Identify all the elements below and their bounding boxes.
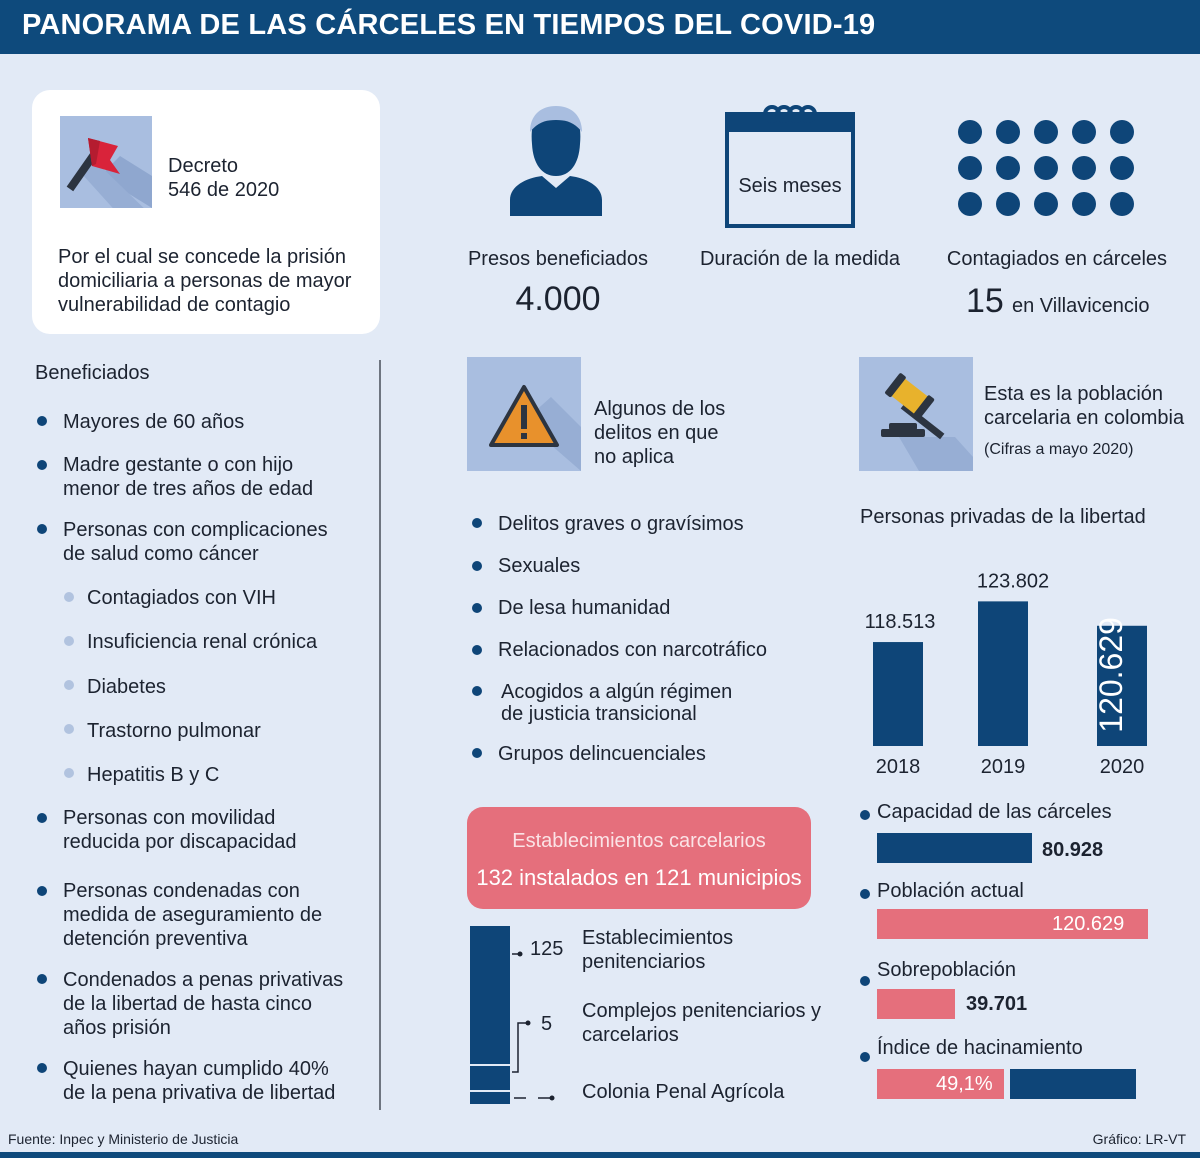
credit-note: Gráfico: LR-VT [1092,1131,1186,1147]
establecimientos-label-0: Establecimientos penitenciarios [582,927,734,973]
capacidad-label-3: Índice de hacinamiento [877,1037,1083,1059]
delitos-heading: Algunos de los delitos en que no aplica [594,398,726,468]
establecimientos-value-1: 5 [541,1013,553,1035]
warning-icon [467,357,581,471]
establecimientos-label: Establecimientos carcelarios [512,830,766,852]
establecimientos-value-0: 125 [530,938,564,960]
contagiados-label: Contagiados en cárceles [946,248,1168,270]
beneficiado-item: Quienes hayan cumplido 40% de la pena privativa de libertad [63,1058,336,1104]
beneficiado-item: Mayores de 60 años [63,411,245,433]
bar-value-label: 118.513 [864,611,936,634]
beneficiados-heading: Beneficiados [35,362,150,384]
establecimientos-value: 132 instalados en 121 municipios [476,865,802,890]
bullet [472,645,482,655]
decree-title-line2: 546 de 2020 [168,179,280,201]
bullet [860,810,870,820]
beneficiado-item: Condenados a penas privativas de la libertad de hasta cinco años prisión [63,969,344,1039]
bullet [472,748,482,758]
beneficiado-item: Personas condenadas con medida de aseguramiento de detención preventiva [63,880,323,950]
poblacion-heading: Esta es la población carcelaria en colombia [984,383,1185,429]
contagiados-place: en Villavicencio [1012,295,1150,317]
category-label: 2019 [980,756,1026,778]
capacidad-value-1: 120.629 [1052,913,1125,935]
sub-bullet [64,724,74,734]
hacinamiento-remainder-bar [1010,1069,1136,1099]
capacidad-label-0: Capacidad de las cárceles [877,801,1112,823]
dots-grid-icon [950,114,1150,222]
decree-title [168,154,368,202]
beneficiado-subitem: Contagiados con VIH [87,587,277,609]
delito-item: Grupos delincuenciales [498,743,706,765]
decree-description: Por el cual se concede la prisión domiciliaria a personas de mayor vulnerabilidad de contagio [58,246,352,316]
bullet [860,976,870,986]
beneficiado-subitem: Insuficiencia renal crónica [87,631,318,653]
delito-item: Delitos graves o gravísimos [498,513,744,535]
capacidad-label-1: Población actual [877,880,1024,902]
capacidad-value-3: 49,1% [936,1073,993,1095]
calendar-text: Seis meses [738,175,842,197]
calendar-icon [724,100,856,235]
bar-2018 [873,642,923,746]
bullet [37,416,47,426]
sobrepoblacion-bar [877,989,955,1019]
bar-value-label: 123.802 [976,570,1050,593]
bullet [37,974,47,984]
page-title: PANORAMA DE LAS CÁRCELES EN TIEMPOS DEL COVID-19 [22,9,876,41]
beneficiado-item: Personas con movilidad reducida por discapacidad [63,807,297,853]
establecimientos-box [467,807,811,909]
poblacion-note: (Cifras a mayo 2020) [984,441,1134,458]
capacidad-value-0: 80.928 [1042,839,1104,861]
gavel-icon [859,357,973,471]
source-note: Fuente: Inpec y Ministerio de Justicia [8,1131,239,1147]
stack-segment-1 [470,1066,510,1090]
decree-title-line1: Decreto [168,155,239,177]
bullet [472,603,482,613]
presos-value: 4.000 [515,280,601,318]
bullet [472,686,482,696]
capacidad-label-2: Sobrepoblación [877,959,1016,981]
stack-segment-2 [470,1092,510,1104]
delito-item: Acogidos a algún régimen de justicia transicional [501,681,733,725]
beneficiado-item: Personas con complicaciones de salud como cáncer [63,519,328,565]
establecimientos-label-2: Colonia Penal Agrícola [582,1081,785,1103]
capacidad-bar [877,833,1032,863]
bullet [37,813,47,823]
chart-title: Personas privadas de la libertad [860,506,1146,528]
establecimientos-label-1: Complejos penitenciarios y carcelarios [582,1000,822,1046]
footer-bar [0,1152,1200,1158]
bullet [472,561,482,571]
sub-bullet [64,636,74,646]
duracion-label: Duración de la medida [699,248,901,270]
delito-item: De lesa humanidad [498,597,671,619]
bullet [860,889,870,899]
contagiados-value: 15 [966,282,1004,320]
delito-item: Sexuales [498,555,581,577]
sub-bullet [64,592,74,602]
presos-label: Presos beneficiados [467,248,649,270]
beneficiado-subitem: Diabetes [87,676,166,698]
category-label: 2020 [1099,756,1145,778]
stack-segment-0 [470,926,510,1064]
bullet [37,460,47,470]
bullet [37,1063,47,1073]
bar-2019 [978,601,1028,746]
bar-value-label: 120.629 [1093,617,1129,733]
sub-bullet [64,680,74,690]
bar-chart [850,550,1170,790]
bullet [37,524,47,534]
category-label: 2018 [875,756,921,778]
column-divider [379,360,381,1110]
bullet [472,518,482,528]
sub-bullet [64,768,74,778]
person-icon [508,104,604,223]
capacidad-value-2: 39.701 [966,993,1028,1015]
beneficiado-subitem: Hepatitis B y C [87,764,220,786]
beneficiado-subitem: Trastorno pulmonar [87,720,261,742]
beneficiado-item: Madre gestante o con hijo menor de tres años de edad [63,454,314,500]
bullet [37,886,47,896]
flag-pin-icon [60,116,152,208]
delito-item: Relacionados con narcotráfico [498,639,768,661]
bullet [860,1052,870,1062]
